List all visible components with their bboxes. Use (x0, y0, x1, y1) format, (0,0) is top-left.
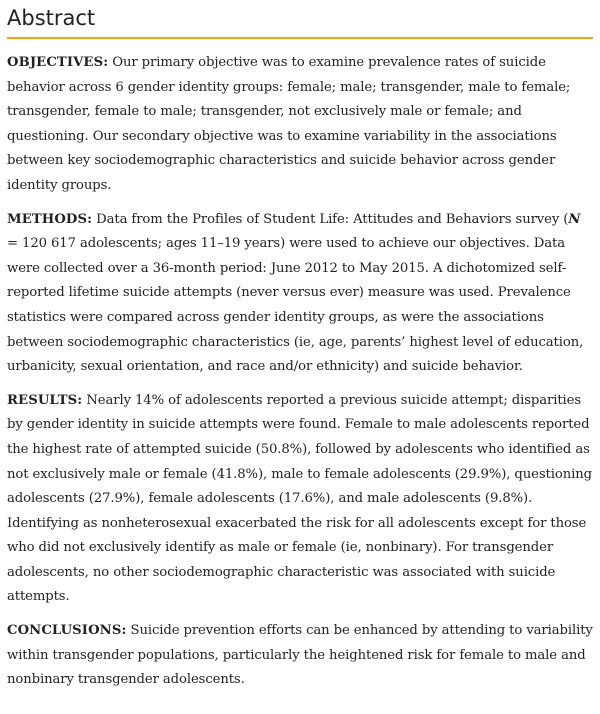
methods-text-after-n: = 120 617 adolescents; ages 11–19 years) were used to achieve our objectives. Data were collected over a 36-month period: June 2012 to May 2015. A dichotomized self-reported lifetime suicide attempts (never versus ever) measure was used. Prevalence statistics were compared across gender identity groups, as were the associations between sociodemographic characteristics (ie, age, parents’ highest level of education, urbanicity, sexual orientation, and race and/or ethnicity) and suicide behavior. (7, 236, 584, 375)
results-label: RESULTS: (7, 392, 83, 408)
results-text: Nearly 14% of adolescents reported a previous suicide attempt; disparities by gender identity in suicide attempts were found. Female to male adolescents reported the highest rate of attempted suicide (50.8%), followed by adolescents who identified as not exclusively male or female (41.8%), male to female adolescents (29.9%), questioning adolescents (27.9%), female adolescents (17.6%), and male adolescents (9.8%). Identifying as nonheterosexual exacerbated the risk for all adolescents except for those who did not exclusively identify as male or female (ie, nonbinary). For transgender adolescents, no other sociodemographic characteristic was associated with suicide attempts. (7, 392, 592, 605)
objectives-label: OBJECTIVES: (7, 55, 109, 70)
methods-label: METHODS: (7, 211, 93, 227)
sample-size-symbol: N (568, 211, 581, 227)
conclusions-section (7, 619, 593, 693)
objectives-text: Our primary objective was to examine prevalence rates of suicide behavior across 6 gender identity groups: female; male; transgender, male to female; transgender, female to male; transgender, not exclusively male or female; and questioning. Our secondary objective was to examine variability in the associations between key sociodemographic characteristics and suicide behavior across gender identity groups. (7, 55, 571, 193)
conclusions-text: Suicide prevention efforts can be enhanced by attending to variability within transgender populations, particularly the heightened risk for female to male and nonbinary transgender adolescents. (7, 623, 593, 688)
title-accent-rule (7, 37, 593, 39)
methods-text-before-n: Data from the Profiles of Student Life: Attitudes and Behaviors survey ( (96, 211, 569, 227)
objectives-section (7, 51, 593, 199)
abstract-title: Abstract (7, 6, 96, 30)
abstract-panel (7, 0, 593, 693)
results-section (7, 389, 593, 610)
conclusions-label: CONCLUSIONS: (7, 623, 127, 639)
methods-section (7, 208, 593, 380)
